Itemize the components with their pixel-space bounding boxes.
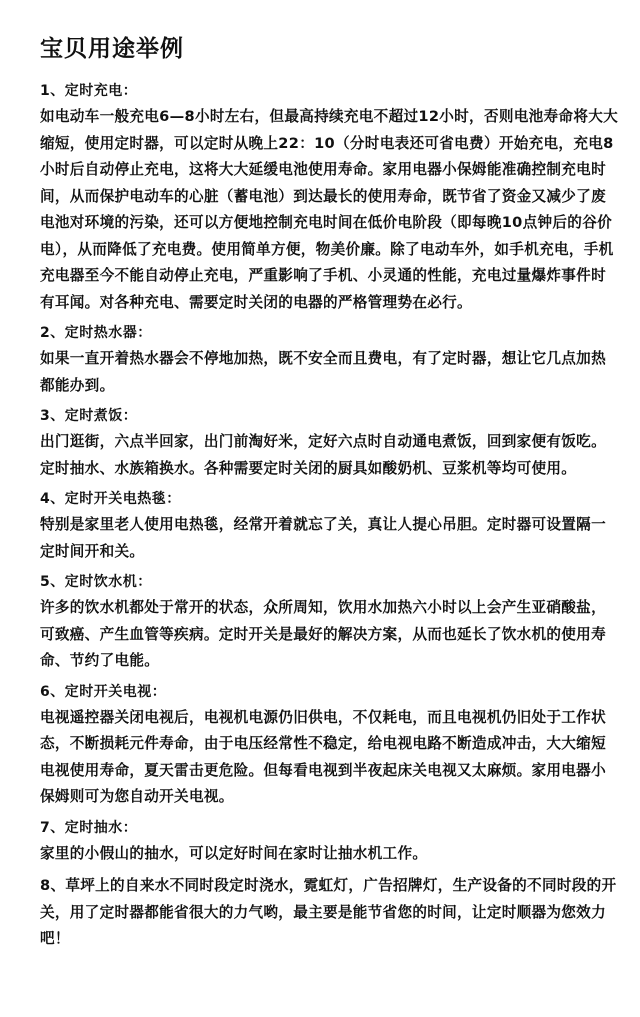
section-1 — [40, 80, 618, 316]
section-body: 电视遥控器关闭电视后，电视机电源仍旧供电，不仅耗电，而且电视机仍旧处于工作状态，不断损耗元件寿命，由于电压经常性不稳定，给电视电路不断造成冲击，大大缩短电视使用寿命，夏天雷击更危险。但每看电视到半夜起床关电视又太麻烦。家用电器小保姆则可为您自动开关电视。 — [40, 708, 606, 805]
section-body: 特别是家里老人使用电热毯，经常开着就忘了关，真让人提心吊胆。定时器可设置隔一定时间开和关。 — [40, 516, 606, 560]
section-body: 如果一直开着热水器会不停地加热，既不安全而且费电，有了定时器，想让它几点加热都能办到。 — [40, 350, 606, 394]
section-4 — [40, 488, 618, 565]
section-body: 8、草坪上的自来水不同时段定时浇水，霓虹灯，广告招牌灯，生产设备的不同时段的开关，用了定时器都能省很大的力气哟，最主要是能节省您的时间，让定时顺器为您效力吧！ — [40, 877, 617, 947]
section-heading: 7、定时抽水： — [40, 819, 138, 836]
section-7 — [40, 817, 618, 868]
section-heading: 6、定时开关电视： — [40, 683, 167, 700]
section-8 — [40, 873, 618, 953]
section-3 — [40, 405, 618, 482]
section-body: 如电动车一般充电6—8小时左右，但最高持续充电不超过12小时，否则电池寿命将大大缩短，使用定时器，可以定时从晚上22：10（分时电表还可省电费）开始充电，充电8小时后自动停止充电，这将大大延缓电池使用寿命。家用电器小保姆能准确控制充电时间，从而保护电动车的心脏（蓄电池）到达最长的使用寿命，既节省了资金又减少了废电池对环境的污染，还可以方便地控制充电时间在低价电阶段（即每晚10点钟后的谷价电），从而降低了充电费。使用简单方便，物美价廉。除了电动车外，如手机充电，手机充电器至今不能自动停止充电，严重影响了手机、小灵通的性能，充电过量爆炸事件时有耳闻。对各种充电、需要定时关闭的电器的严格管理势在必行。 — [40, 108, 618, 311]
section-body: 家里的小假山的抽水，可以定好时间在家时让抽水机工作。 — [40, 844, 428, 862]
page-title: 宝贝用途举例 — [40, 36, 184, 62]
section-heading: 3、定时煮饭： — [40, 408, 138, 424]
section-6 — [40, 681, 618, 811]
section-body: 出门逛街，六点半回家，出门前淘好米，定好六点时自动通电煮饭，回到家便有饭吃。定时抽水、水族箱换水。各种需要定时关闭的厨具如酸奶机、豆浆机等均可使用。 — [40, 433, 606, 477]
section-body: 许多的饮水机都处于常开的状态，众所周知，饮用水加热六小时以上会产生亚硝酸盐，可致癌、产生血管等疾病。定时开关是最好的解决方案，从而也延长了饮水机的使用寿命、节约了电能。 — [40, 599, 606, 669]
section-2 — [40, 322, 618, 399]
section-heading: 1、定时充电： — [40, 83, 138, 99]
section-5 — [40, 571, 618, 675]
section-heading: 5、定时饮水机： — [40, 574, 152, 590]
section-heading: 4、定时开关电热毯： — [40, 491, 181, 507]
section-heading: 2、定时热水器： — [40, 325, 152, 341]
